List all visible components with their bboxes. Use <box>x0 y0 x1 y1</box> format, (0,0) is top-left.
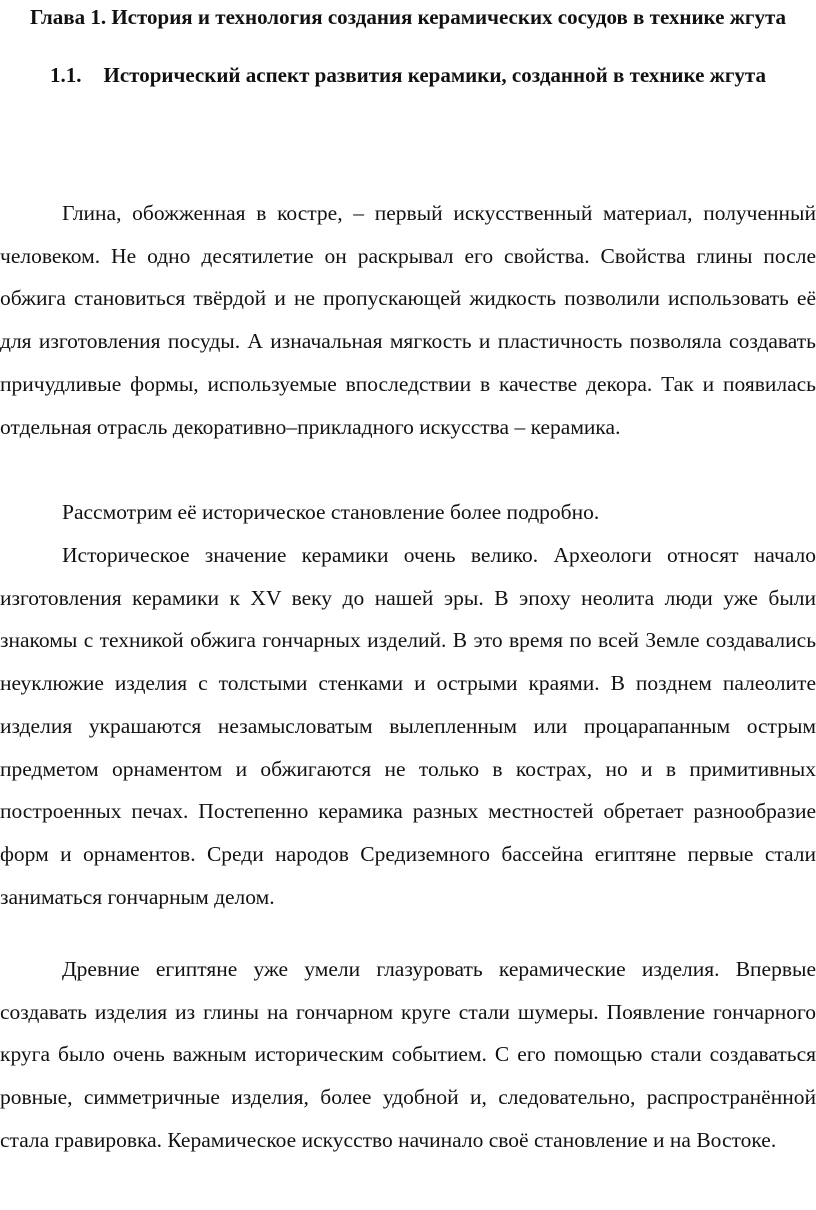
paragraph-egypt-sumer: Древние египтяне уже умели глазуровать керамические изделия. Впервые создавать изделия из глины на гончарном круге стали шумеры. Появление гончарного круга было очень важным историческим событием. С его помощью стали создаваться ровные, симметричные изделия, более удобной и, следовательно, распространённой стала гравировка. Керамическое искусство начинало своё становление и на Востоке. <box>0 957 816 1152</box>
section-heading-text: Исторический аспект развития керамики, созданной в технике жгута <box>103 63 766 87</box>
chapter-heading: Глава 1. История и технология создания керамических сосудов в технике жгута <box>29 5 787 29</box>
paragraph-historical-significance: Историческое значение керамики очень велико. Археологи относят начало изготовления керамики к XV веку до нашей эры. В эпоху неолита люди уже были знакомы с техникой обжига гончарных изделий. В это время по всей Земле создавались неуклюжие изделия с толстыми стенками и острыми краями. В позднем палеолите изделия украшаются незамысловатым вылепленным или процарапанным острым предметом орнаментом и обжигаются не только в кострах, но и в примитивных построенных печах. Постепенно керамика разных местностей обретает разнообразие форм и орнаментов. Среди народов Средиземного бассейна египтяне первые стали заниматься гончарным делом. <box>0 543 816 909</box>
section-heading <box>0 60 816 91</box>
paragraph-clay-intro: Глина, обожженная в костре, – первый искусственный материал, полученный человеком. Не одно десятилетие он раскрывал его свойства. Свойства глины после обжига становиться твёрдой и не пропускающей жидкость позволили использовать её для изготовления посуды. А изначальная мягкость и пластичность позволяла создавать причудливые формы, используемые впоследствии в качестве декора. Так и появилась отдельная отрасль декоративно–прикладного искусства – керамика. <box>0 201 816 439</box>
paragraph-transition: Рассмотрим её историческое становление более подробно. <box>62 500 600 524</box>
section-number: 1.1. <box>50 63 82 87</box>
